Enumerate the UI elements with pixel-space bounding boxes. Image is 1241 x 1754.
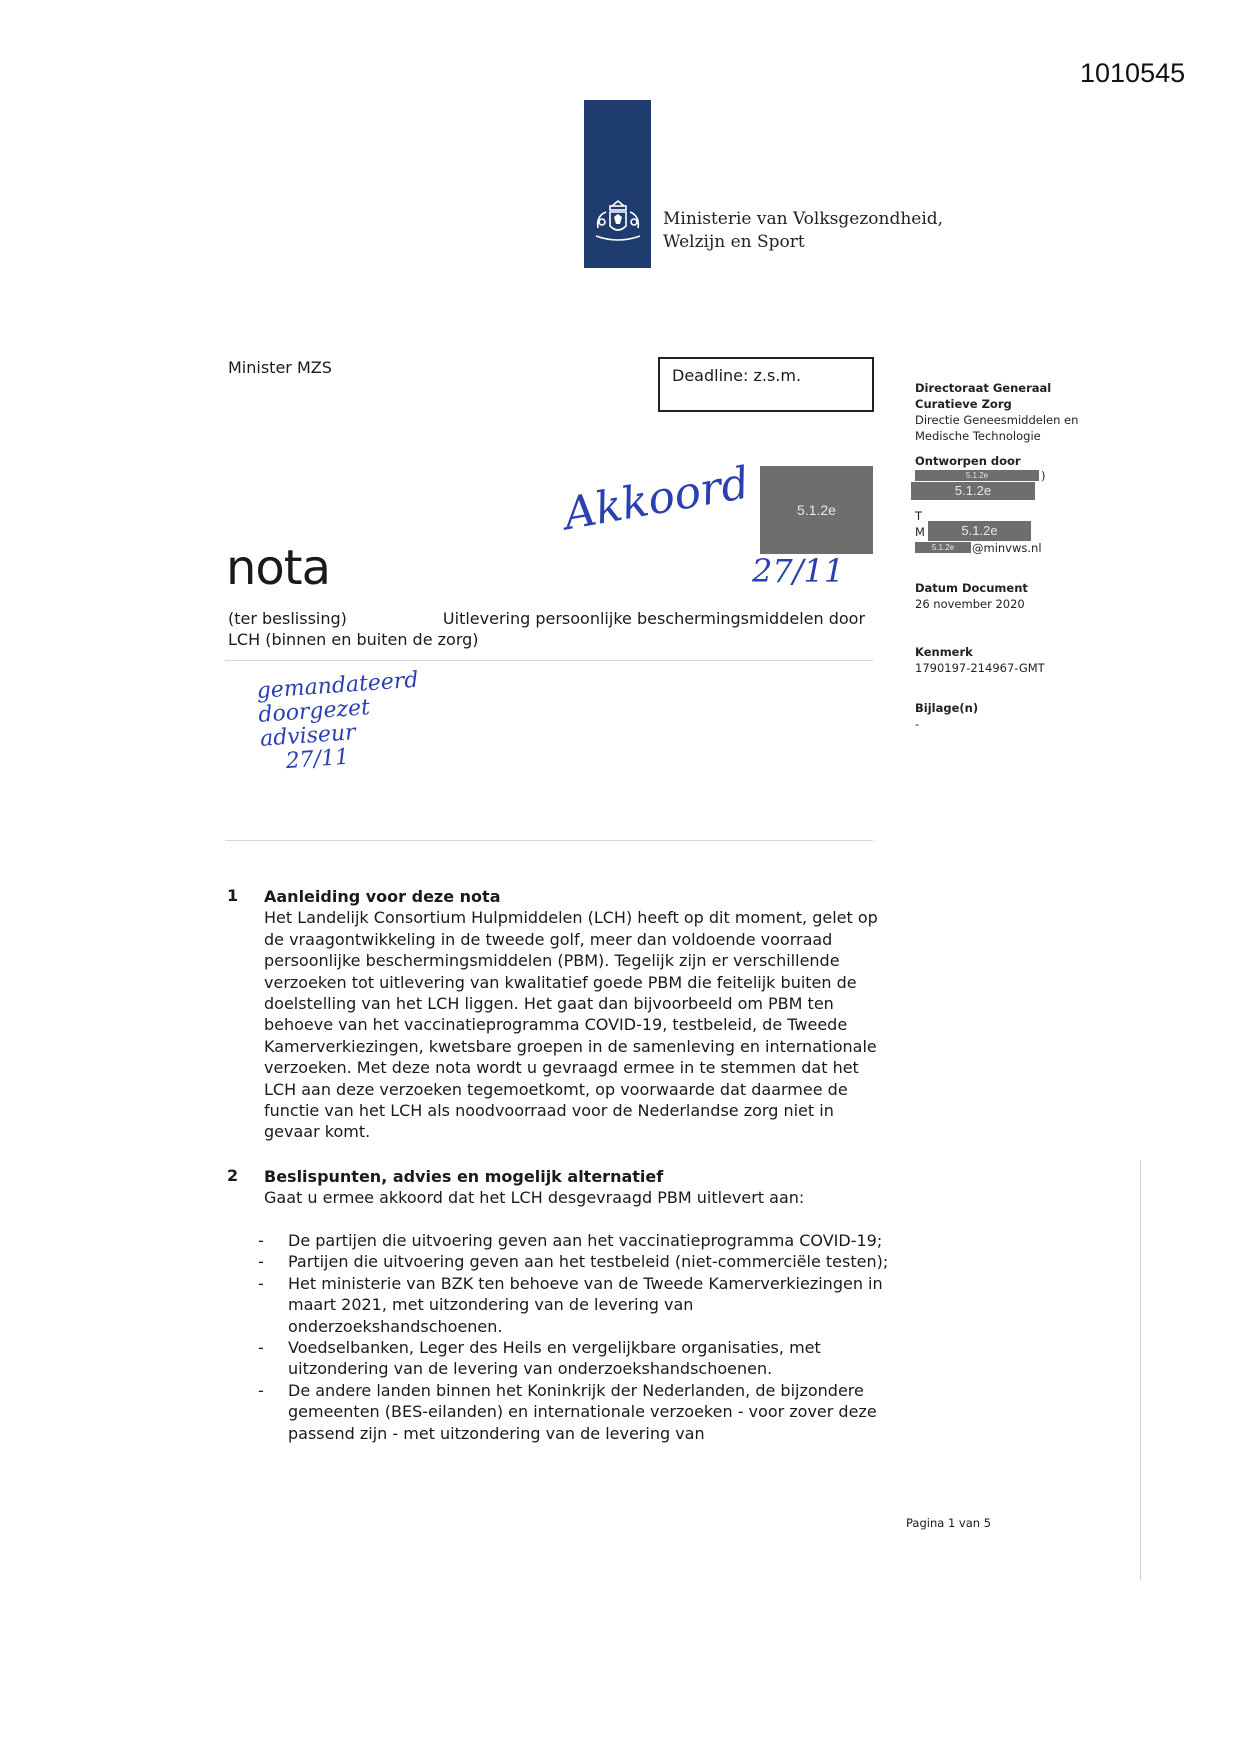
reference-value: 1790197-214967-GMT: [915, 661, 1045, 675]
government-logo-bar: [584, 100, 651, 268]
section-1-line: persoonlijke beschermingsmiddelen (PBM). Tegelijk zijn er verschillende: [264, 951, 840, 971]
section-1-line: verzoeken. Met deze nota wordt u gevraagd ermee in te stemmen dat het: [264, 1058, 859, 1078]
dept-line2: Medische Technologie: [915, 429, 1041, 443]
document-title: nota: [226, 540, 331, 596]
ministry-name: [663, 208, 943, 254]
redaction-email: 5.1.2e: [915, 542, 971, 553]
section-2-intro: Gaat u ermee akkoord dat het LCH desgevraagd PBM uitlevert aan:: [264, 1188, 805, 1208]
attachments-label: Bijlage(n): [915, 701, 979, 715]
reference-label: Kenmerk: [915, 645, 973, 659]
dept-line1: Directie Geneesmiddelen en: [915, 413, 1079, 427]
attachments-value: -: [915, 717, 920, 731]
section-1-line: LCH aan deze verzoeken tegemoetkomt, op voorwaarde dat daarmee de: [264, 1079, 848, 1099]
ministry-line2: Welzijn en Sport: [663, 232, 805, 252]
ministry-line1: Ministerie van Volksgezondheid,: [663, 209, 944, 229]
redaction-phone: 5.1.2e: [928, 521, 1031, 541]
list-item: - Partijen die uitvoering geven aan het testbeleid (niet-commerciële testen);: [254, 1251, 894, 1272]
sidebar-directorate: [915, 380, 1078, 444]
list-item: - Voedselbanken, Leger des Heils en vergelijkbare organisaties, met uitzondering van de levering van onderzoekshandschoenen.: [254, 1337, 894, 1380]
section-1: [264, 886, 894, 1143]
handwritten-approval: Akkoord: [560, 457, 754, 541]
handwritten-note: [256, 669, 424, 776]
phone-t-label: T: [915, 509, 923, 523]
redaction-name: 5.1.2e: [915, 470, 1039, 481]
scan-edge-line: [1140, 1160, 1141, 1580]
section-1-line: functie van het LCH als noodvoorraad voor de Nederlandse zorg niet in: [264, 1101, 834, 1121]
date-label: Datum Document: [915, 581, 1028, 595]
subject: [228, 608, 888, 650]
close-paren: ): [1041, 469, 1046, 483]
section-1-line: gevaar komt.: [264, 1122, 371, 1142]
addressee: Minister MZS: [228, 358, 332, 377]
decision-list: [254, 1230, 894, 1444]
list-item: - De andere landen binnen het Koninkrijk der Nederlanden, de bijzondere gemeenten (BES-eilanden) en internationale verzoeken - voor zover deze passend zijn - met uitzondering van de levering van: [254, 1380, 894, 1444]
section-1-line: behoeve van het vaccinatieprogramma COVID-19, testbeleid, de Tweede: [264, 1015, 848, 1035]
section-1-line: doelstelling van het LCH liggen. Het gaat dan bijvoorbeeld om PBM ten: [264, 994, 834, 1014]
subject-text: Uitlevering persoonlijke beschermingsmiddelen door: [442, 609, 866, 628]
document-number: 1010545: [1080, 58, 1186, 88]
email-suffix: @minvws.nl: [972, 541, 1042, 555]
deadline-box: [658, 357, 874, 412]
section-1-line: de vraagontwikkeling in de tweede golf, meer dan voldoende voorraad: [264, 929, 833, 949]
list-item: - Het ministerie van BZK ten behoeve van de Tweede Kamerverkiezingen in maart 2021, met uitzondering van de levering van onderzoekshandschoenen.: [254, 1273, 894, 1337]
section-1-line: verzoeken tot uitlevering van kwalitatief goede PBM die feitelijk buiten de: [264, 972, 857, 992]
section-1-title: Aanleiding voor deze nota: [264, 887, 501, 906]
dg-line1: Directoraat Generaal: [915, 381, 1052, 395]
divider-top: [225, 660, 873, 661]
section-1-line: Het Landelijk Consortium Hulpmiddelen (LCH) heeft op dit moment, gelet op: [264, 908, 878, 928]
divider-bottom: [225, 840, 873, 841]
redaction-signature: 5.1.2e: [760, 466, 873, 554]
designed-by-label: Ontworpen door: [915, 454, 1021, 468]
section-1-number: 1: [227, 886, 239, 905]
coat-of-arms-icon: [592, 198, 644, 244]
dg-line2: Curatieve Zorg: [915, 397, 1012, 411]
subject-type: (ter beslissing): [228, 609, 347, 628]
list-item: - De partijen die uitvoering geven aan het vaccinatieprogramma COVID-19;: [254, 1230, 894, 1251]
note-line3: adviseur: [259, 720, 357, 752]
section-2-title: Beslispunten, advies en mogelijk alternatief: [264, 1167, 664, 1186]
section-2: [264, 1166, 894, 1209]
subject-text2: LCH (binnen en buiten de zorg): [228, 630, 479, 649]
note-line1: gemandateerd: [255, 667, 420, 704]
handwritten-approval-date: 27/11: [752, 552, 845, 590]
note-line2: doorgezet: [257, 695, 371, 728]
date-value: 26 november 2020: [915, 597, 1025, 611]
section-1-line: Kamerverkiezingen, kwetsbare groepen in de samenleving en internationale: [264, 1036, 877, 1056]
deadline-text: Deadline: z.s.m.: [672, 366, 802, 385]
page-indicator: Pagina 1 van 5: [906, 1516, 992, 1530]
note-date: 27/11: [284, 744, 350, 775]
redaction-designer: 5.1.2e: [911, 482, 1035, 500]
phone-m-label: M: [915, 525, 925, 539]
section-2-number: 2: [227, 1166, 239, 1185]
